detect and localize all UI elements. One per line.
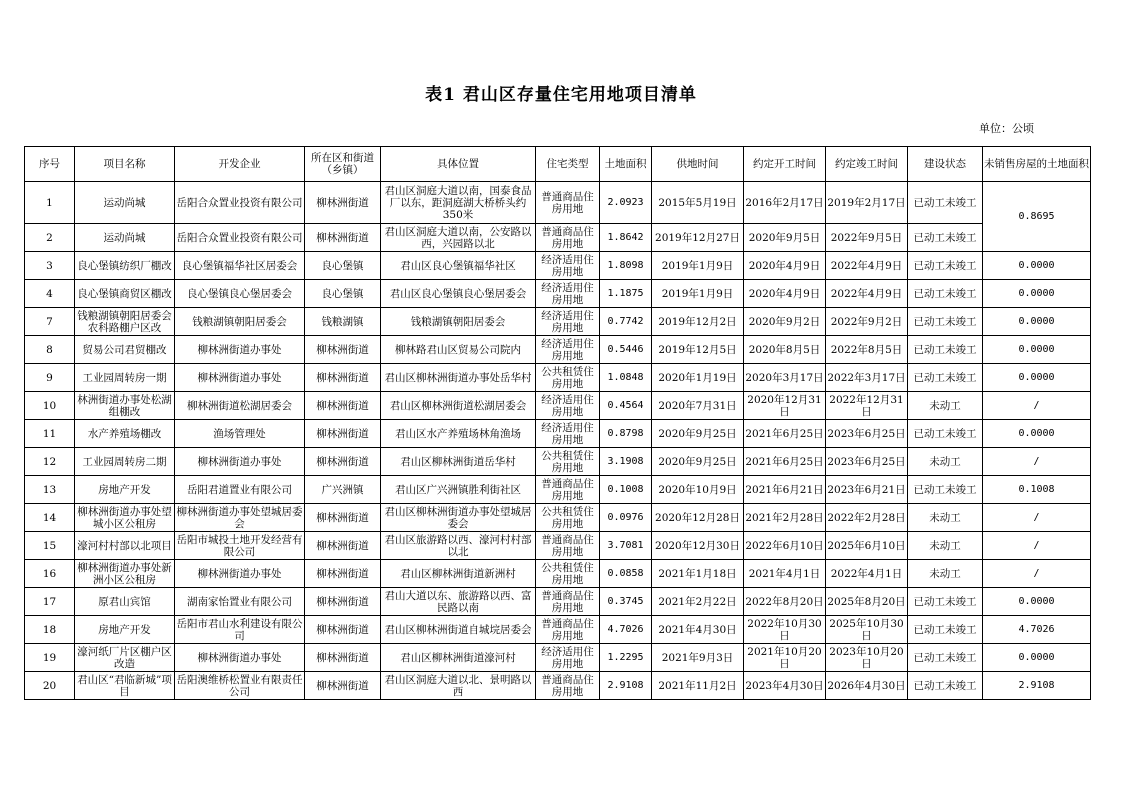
build-status-cell: 未动工 [908, 392, 983, 420]
build-status-cell: 未动工 [908, 532, 983, 560]
district-cell: 良心堡镇 [305, 280, 381, 308]
land-area-cell: 0.0976 [600, 504, 652, 532]
start-date-cell: 2021年4月1日 [744, 560, 826, 588]
finish-date-cell: 2019年2月17日 [826, 182, 908, 224]
row-number-cell: 12 [25, 448, 75, 476]
land-area-cell: 2.0923 [600, 182, 652, 224]
project-name-cell: 水产养殖场棚改 [75, 420, 175, 448]
col-header: 所在区和街道（乡镇） [305, 147, 381, 182]
finish-date-cell: 2022年3月17日 [826, 364, 908, 392]
start-date-cell: 2023年4月30日 [744, 672, 826, 700]
finish-date-cell: 2022年2月28日 [826, 504, 908, 532]
finish-date-cell: 2025年6月10日 [826, 532, 908, 560]
location-cell: 君山区旅游路以西、濠河村村部以北 [381, 532, 536, 560]
land-area-cell: 0.7742 [600, 308, 652, 336]
supply-date-cell: 2019年12月27日 [652, 224, 744, 252]
location-cell: 君山区良心堡镇良心堡居委会 [381, 280, 536, 308]
supply-date-cell: 2021年9月3日 [652, 644, 744, 672]
housing-type-cell: 普通商品住房用地 [536, 182, 600, 224]
location-cell: 君山区洞庭大道以南，公安路以西，兴园路以北 [381, 224, 536, 252]
col-header: 序号 [25, 147, 75, 182]
col-header: 约定开工时间 [744, 147, 826, 182]
table-row [25, 616, 1091, 644]
developer-cell: 湖南家怡置业有限公司 [175, 588, 305, 616]
project-name-cell: 工业园周转房一期 [75, 364, 175, 392]
start-date-cell: 2020年9月5日 [744, 224, 826, 252]
table-row [25, 476, 1091, 504]
build-status-cell: 未动工 [908, 448, 983, 476]
col-header: 未销售房屋的土地面积 [983, 147, 1091, 182]
housing-type-cell: 经济适用住房用地 [536, 644, 600, 672]
project-name-cell: 濠河村村部以北项目 [75, 532, 175, 560]
finish-date-cell: 2022年9月5日 [826, 224, 908, 252]
project-name-cell: 良心堡镇商贸区棚改 [75, 280, 175, 308]
unsold-area-cell: / [983, 504, 1091, 532]
finish-date-cell: 2022年4月9日 [826, 252, 908, 280]
unsold-area-cell: 0.0000 [983, 336, 1091, 364]
supply-date-cell: 2020年12月28日 [652, 504, 744, 532]
project-name-cell: 运动尚城 [75, 182, 175, 224]
project-name-cell: 柳林洲街道办事处望城小区公租房 [75, 504, 175, 532]
district-cell: 柳林洲街道 [305, 672, 381, 700]
housing-type-cell: 普通商品住房用地 [536, 672, 600, 700]
developer-cell: 柳林洲街道办事处 [175, 644, 305, 672]
developer-cell: 岳阳合众置业投资有限公司 [175, 182, 305, 224]
location-cell: 君山大道以东、旅游路以西、富民路以南 [381, 588, 536, 616]
land-area-cell: 1.8098 [600, 252, 652, 280]
col-header: 约定竣工时间 [826, 147, 908, 182]
land-area-cell: 0.5446 [600, 336, 652, 364]
supply-date-cell: 2021年1月18日 [652, 560, 744, 588]
location-cell: 君山区柳林洲街道濠河村 [381, 644, 536, 672]
finish-date-cell: 2025年10月30日 [826, 616, 908, 644]
housing-type-cell: 经济适用住房用地 [536, 308, 600, 336]
project-name-cell: 林洲街道办事处松湖组棚改 [75, 392, 175, 420]
start-date-cell: 2020年9月2日 [744, 308, 826, 336]
housing-type-cell: 普通商品住房用地 [536, 476, 600, 504]
supply-date-cell: 2020年12月30日 [652, 532, 744, 560]
row-number-cell: 14 [25, 504, 75, 532]
build-status-cell: 已动工未竣工 [908, 644, 983, 672]
housing-type-cell: 公共租赁住房用地 [536, 560, 600, 588]
location-cell: 君山区柳林洲街道自城垸居委会 [381, 616, 536, 644]
start-date-cell: 2021年10月20日 [744, 644, 826, 672]
start-date-cell: 2021年6月25日 [744, 448, 826, 476]
developer-cell: 柳林洲街道办事处望城居委会 [176, 505, 303, 530]
table-row [25, 504, 1091, 532]
col-header: 供地时间 [652, 147, 744, 182]
col-header: 住宅类型 [536, 147, 600, 182]
location-cell: 钱粮湖镇朝阳居委会 [381, 308, 536, 336]
location-cell: 君山区洞庭大道以南，国泰食品厂以东，距洞庭湖大桥桥头约350米 [381, 182, 536, 224]
housing-type-cell: 普通商品住房用地 [536, 588, 600, 616]
finish-date-cell: 2022年4月9日 [826, 280, 908, 308]
land-area-cell: 3.7081 [600, 532, 652, 560]
location-cell: 君山区柳林洲街道松湖居委会 [381, 392, 536, 420]
start-date-cell: 2022年8月20日 [744, 588, 826, 616]
project-name-cell: 运动尚城 [75, 224, 175, 252]
col-header: 土地面积 [600, 147, 652, 182]
unsold-area-cell: / [983, 532, 1091, 560]
row-number-cell: 11 [25, 420, 75, 448]
table-row [25, 280, 1091, 308]
supply-date-cell: 2019年12月5日 [652, 336, 744, 364]
housing-type-cell: 经济适用住房用地 [536, 280, 600, 308]
col-header: 建设状态 [908, 147, 983, 182]
district-cell: 柳林洲街道 [305, 616, 381, 644]
land-area-cell: 0.0858 [600, 560, 652, 588]
table-row [25, 672, 1091, 700]
district-cell: 良心堡镇 [305, 252, 381, 280]
supply-date-cell: 2019年12月2日 [652, 308, 744, 336]
district-cell: 柳林洲街道 [305, 448, 381, 476]
row-number-cell: 13 [25, 476, 75, 504]
district-cell: 钱粮湖镇 [305, 308, 381, 336]
location-cell: 君山区柳林洲街道岳华村 [381, 448, 536, 476]
project-name-cell: 君山区“君临新城”项目 [75, 672, 175, 700]
finish-date-cell: 2023年6月25日 [826, 420, 908, 448]
land-area-cell: 0.3745 [600, 588, 652, 616]
developer-cell: 钱粮湖镇朝阳居委会 [175, 308, 305, 336]
housing-type-cell: 经济适用住房用地 [536, 252, 600, 280]
unsold-area-cell: 0.1008 [983, 476, 1091, 504]
developer-cell: 岳阳市君山水利建设有限公司 [176, 617, 303, 642]
build-status-cell: 已动工未竣工 [908, 476, 983, 504]
project-table [24, 146, 1091, 700]
housing-type-cell: 公共租赁住房用地 [536, 364, 600, 392]
unsold-area-cell: / [983, 392, 1091, 420]
row-number-cell: 19 [25, 644, 75, 672]
unsold-area-cell: 4.7026 [983, 616, 1091, 644]
developer-cell: 岳阳市城投土地开发经营有限公司 [176, 533, 303, 558]
table-row [25, 252, 1091, 280]
developer-cell: 岳阳合众置业投资有限公司 [175, 224, 305, 252]
start-date-cell: 2020年3月17日 [744, 364, 826, 392]
location-cell: 君山区广兴洲镇胜利街社区 [381, 476, 536, 504]
start-date-cell: 2021年2月28日 [744, 504, 826, 532]
table-row [25, 420, 1091, 448]
housing-type-cell: 普通商品住房用地 [536, 224, 600, 252]
district-cell: 柳林洲街道 [305, 224, 381, 252]
developer-cell: 良心堡镇福华社区居委会 [175, 252, 305, 280]
row-number-cell: 2 [25, 224, 75, 252]
developer-cell: 柳林洲街道松湖居委会 [175, 392, 305, 420]
district-cell: 柳林洲街道 [305, 560, 381, 588]
developer-cell: 渔场管理处 [175, 420, 305, 448]
location-cell: 君山区良心堡镇福华社区 [381, 252, 536, 280]
land-area-cell: 3.1908 [600, 448, 652, 476]
location-cell: 君山区柳林洲街道办事处岳华村 [381, 364, 536, 392]
supply-date-cell: 2019年1月9日 [652, 252, 744, 280]
row-number-cell: 15 [25, 532, 75, 560]
housing-type-cell: 普通商品住房用地 [536, 532, 600, 560]
land-area-cell: 0.1008 [600, 476, 652, 504]
finish-date-cell: 2025年8月20日 [826, 588, 908, 616]
housing-type-cell: 经济适用住房用地 [536, 392, 600, 420]
unsold-area-cell: 0.0000 [983, 280, 1091, 308]
project-name-cell: 良心堡镇纺织厂棚改 [75, 252, 175, 280]
finish-date-cell: 2023年10月20日 [826, 644, 908, 672]
developer-cell: 良心堡镇良心堡居委会 [175, 280, 305, 308]
land-area-cell: 1.1875 [600, 280, 652, 308]
build-status-cell: 已动工未竣工 [908, 616, 983, 644]
supply-date-cell: 2020年1月19日 [652, 364, 744, 392]
project-name-cell: 工业园周转房二期 [75, 448, 175, 476]
start-date-cell: 2022年6月10日 [744, 532, 826, 560]
table-row [25, 588, 1091, 616]
table-row [25, 532, 1091, 560]
district-cell: 柳林洲街道 [305, 364, 381, 392]
district-cell: 广兴洲镇 [305, 476, 381, 504]
page-title: 表1 君山区存量住宅用地项目清单 [425, 85, 697, 105]
supply-date-cell: 2020年10月9日 [652, 476, 744, 504]
unsold-area-cell: 0.0000 [983, 252, 1091, 280]
location-cell: 君山区柳林洲街道新洲村 [381, 560, 536, 588]
start-date-cell: 2020年4月9日 [744, 252, 826, 280]
project-name-cell: 贸易公司君贸棚改 [75, 336, 175, 364]
row-number-cell: 10 [25, 392, 75, 420]
housing-type-cell: 经济适用住房用地 [536, 336, 600, 364]
supply-date-cell: 2021年2月22日 [652, 588, 744, 616]
build-status-cell: 已动工未竣工 [908, 182, 983, 224]
district-cell: 柳林洲街道 [305, 504, 381, 532]
build-status-cell: 已动工未竣工 [908, 308, 983, 336]
land-area-cell: 1.8642 [600, 224, 652, 252]
row-number-cell: 1 [25, 182, 75, 224]
table-row [25, 308, 1091, 336]
row-number-cell: 8 [25, 336, 75, 364]
finish-date-cell: 2022年4月1日 [826, 560, 908, 588]
district-cell: 柳林洲街道 [305, 420, 381, 448]
land-area-cell: 1.2295 [600, 644, 652, 672]
table-row [25, 560, 1091, 588]
housing-type-cell: 公共租赁住房用地 [536, 504, 600, 532]
housing-type-cell: 普通商品住房用地 [536, 616, 600, 644]
table-header-row [25, 147, 1091, 182]
row-number-cell: 16 [25, 560, 75, 588]
project-name-cell: 房地产开发 [75, 476, 175, 504]
unsold-area-cell: 0.0000 [983, 420, 1091, 448]
project-name-cell: 濠河纸厂片区棚户区改造 [75, 644, 175, 672]
start-date-cell: 2020年8月5日 [744, 336, 826, 364]
unsold-area-cell: 0.0000 [983, 308, 1091, 336]
unsold-area-cell: 2.9108 [983, 672, 1091, 700]
build-status-cell: 已动工未竣工 [908, 280, 983, 308]
start-date-cell: 2016年2月17日 [744, 182, 826, 224]
supply-date-cell: 2020年9月25日 [652, 448, 744, 476]
start-date-cell: 2020年12月31日 [744, 392, 826, 420]
start-date-cell: 2021年6月25日 [744, 420, 826, 448]
unsold-area-cell: 0.8695 [983, 182, 1091, 252]
supply-date-cell: 2021年11月2日 [652, 672, 744, 700]
location-cell: 君山区水产养殖场林角渔场 [381, 420, 536, 448]
row-number-cell: 3 [25, 252, 75, 280]
build-status-cell: 已动工未竣工 [908, 364, 983, 392]
developer-cell: 岳阳澳维桥松置业有限责任公司 [176, 673, 303, 698]
developer-cell: 柳林洲街道办事处 [175, 364, 305, 392]
finish-date-cell: 2022年9月2日 [826, 308, 908, 336]
unsold-area-cell: / [983, 560, 1091, 588]
start-date-cell: 2021年6月21日 [744, 476, 826, 504]
table-row [25, 336, 1091, 364]
land-area-cell: 4.7026 [600, 616, 652, 644]
table-row [25, 644, 1091, 672]
start-date-cell: 2020年4月9日 [744, 280, 826, 308]
housing-type-cell: 公共租赁住房用地 [536, 448, 600, 476]
location-cell: 柳林路君山区贸易公司院内 [381, 336, 536, 364]
unsold-area-cell: 0.0000 [983, 588, 1091, 616]
build-status-cell: 已动工未竣工 [908, 420, 983, 448]
location-cell: 君山区柳林洲街道办事处望城居委会 [381, 504, 536, 532]
row-number-cell: 20 [25, 672, 75, 700]
start-date-cell: 2022年10月30日 [744, 616, 826, 644]
build-status-cell: 未动工 [908, 560, 983, 588]
build-status-cell: 未动工 [908, 504, 983, 532]
row-number-cell: 4 [25, 280, 75, 308]
row-number-cell: 18 [25, 616, 75, 644]
supply-date-cell: 2020年9月25日 [652, 420, 744, 448]
finish-date-cell: 2023年6月21日 [826, 476, 908, 504]
land-area-cell: 1.0848 [600, 364, 652, 392]
finish-date-cell: 2022年12月31日 [826, 392, 908, 420]
build-status-cell: 已动工未竣工 [908, 336, 983, 364]
supply-date-cell: 2021年4月30日 [652, 616, 744, 644]
project-name-cell: 房地产开发 [75, 616, 175, 644]
table-row [25, 364, 1091, 392]
district-cell: 柳林洲街道 [305, 182, 381, 224]
district-cell: 柳林洲街道 [305, 644, 381, 672]
project-name-cell: 原君山宾馆 [75, 588, 175, 616]
location-cell: 君山区洞庭大道以北、景明路以西 [381, 672, 536, 700]
land-area-cell: 2.9108 [600, 672, 652, 700]
col-header: 项目名称 [75, 147, 175, 182]
table-row [25, 392, 1091, 420]
developer-cell: 柳林洲街道办事处 [175, 560, 305, 588]
row-number-cell: 7 [25, 308, 75, 336]
district-cell: 柳林洲街道 [305, 588, 381, 616]
project-name-cell: 柳林洲街道办事处新洲小区公租房 [75, 560, 175, 588]
unit-label: 单位：公顷 [979, 122, 1034, 135]
finish-date-cell: 2026年4月30日 [826, 672, 908, 700]
table-row [25, 448, 1091, 476]
col-header: 开发企业 [175, 147, 305, 182]
housing-type-cell: 经济适用住房用地 [536, 420, 600, 448]
row-number-cell: 17 [25, 588, 75, 616]
row-number-cell: 9 [25, 364, 75, 392]
developer-cell: 岳阳君道置业有限公司 [175, 476, 305, 504]
build-status-cell: 已动工未竣工 [908, 252, 983, 280]
unsold-area-cell: / [983, 448, 1091, 476]
build-status-cell: 已动工未竣工 [908, 672, 983, 700]
project-name-cell: 钱粮湖镇朝阳居委会农科路棚户区改 [75, 308, 175, 336]
finish-date-cell: 2023年6月25日 [826, 448, 908, 476]
table-row [25, 182, 1091, 224]
finish-date-cell: 2022年8月5日 [826, 336, 908, 364]
developer-cell: 柳林洲街道办事处 [175, 448, 305, 476]
supply-date-cell: 2019年1月9日 [652, 280, 744, 308]
district-cell: 柳林洲街道 [305, 336, 381, 364]
build-status-cell: 已动工未竣工 [908, 224, 983, 252]
col-header: 具体位置 [381, 147, 536, 182]
supply-date-cell: 2015年5月19日 [652, 182, 744, 224]
supply-date-cell: 2020年7月31日 [652, 392, 744, 420]
district-cell: 柳林洲街道 [305, 532, 381, 560]
build-status-cell: 已动工未竣工 [908, 588, 983, 616]
developer-cell: 柳林洲街道办事处 [175, 336, 305, 364]
unsold-area-cell: 0.0000 [983, 364, 1091, 392]
district-cell: 柳林洲街道 [305, 392, 381, 420]
land-area-cell: 0.4564 [600, 392, 652, 420]
unsold-area-cell: 0.0000 [983, 644, 1091, 672]
land-area-cell: 0.8798 [600, 420, 652, 448]
table-row [25, 224, 1091, 252]
